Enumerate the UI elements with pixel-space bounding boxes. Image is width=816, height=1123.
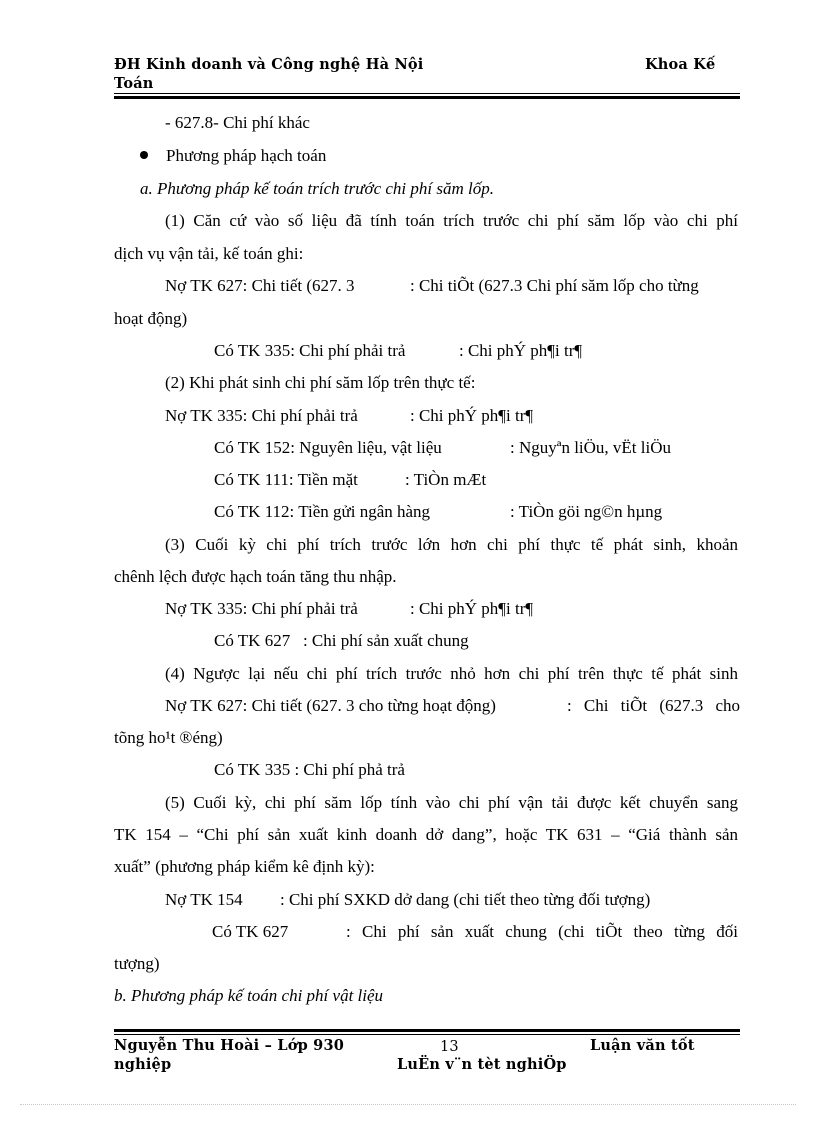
text-line: TK 154 – “Chi phí sản xuất kinh doanh dở dang”, hoặc TK 631 – “Giá thành sản (114, 825, 738, 844)
text-line: dịch vụ vận tải, kế toán ghi: (114, 244, 304, 263)
header-faculty: Khoa Kế (645, 56, 716, 73)
text-line: xuất” (phương pháp kiểm kê định kỳ): (114, 857, 375, 876)
header-school: ĐH Kinh doanh và Công nghệ Hà Nội (114, 56, 424, 73)
text-line: Có TK 335 : Chi phí phả trả (214, 760, 405, 779)
bullet-icon (140, 151, 148, 159)
entry-line: Có TK 627 : Chi phí sản xuất chung (chi tiÕt theo từng đối (212, 922, 738, 941)
text-line: tượng) (114, 954, 160, 973)
text-line: - 627.8- Chi phí khác (165, 113, 310, 132)
header-rule-thin (114, 93, 740, 94)
text-line: Có TK 627 : Chi phí sản xuất chung (214, 631, 469, 650)
header-faculty-cont: Toán (114, 75, 154, 92)
text-line: (4) Ngược lại nếu chi phí trích trước nhỏ hơn chi phí trên thực tế phát sinh (165, 664, 738, 683)
entry-line: Có TK 152: Nguyên liệu, vật liệu : Nguyªn liÖu, vËt liÖu (214, 438, 671, 457)
text-line: chênh lệch được hạch toán tăng thu nhập. (114, 567, 397, 586)
text-line: (5) Cuối kỳ, chi phí săm lốp tính vào chi phí vận tải được kết chuyển sang (165, 793, 738, 812)
footer-author: Nguyễn Thu Hoài – Lớp 930 (114, 1037, 345, 1054)
bullet-item: Phương pháp hạch toán (140, 146, 326, 166)
entry-line: Nợ TK 627: Chi tiết (627. 3 : Chi tiÕt (627.3 Chi phí săm lốp cho từng (165, 276, 699, 295)
text-line: (1) Căn cứ vào số liệu đã tính toán trích trước chi phí săm lốp vào chi phí (165, 211, 738, 230)
entry-line: Nợ TK 335: Chi phí phải trả : Chi phÝ ph¶i tr¶ (165, 599, 534, 618)
entry-line: Có TK 111: Tiền mặt : TiÒn mÆt (214, 470, 487, 489)
header-rule-thick (114, 96, 740, 99)
footer-rule-thin (114, 1034, 740, 1035)
text-line: tõng ho¹t ®éng) (114, 728, 223, 747)
page-edge-dotted (20, 1104, 796, 1105)
text-line: (2) Khi phát sinh chi phí săm lốp trên thực tế: (165, 373, 476, 392)
footer-thesis-label-cont: nghiệp (114, 1056, 172, 1073)
footer-thesis-label-legacy: LuËn v¨n tèt nghiÖp (397, 1056, 567, 1073)
page-number: 13 (440, 1039, 459, 1055)
section-heading-b: b. Phương pháp kế toán chi phí vật liệu (114, 986, 384, 1005)
footer-rule-thick (114, 1029, 740, 1032)
entry-line: Nợ TK 154 : Chi phí SXKD dở dang (chi tiết theo từng đối tượng) (165, 890, 651, 909)
entry-line: Nợ TK 627: Chi tiết (627. 3 cho từng hoạt động) : Chi tiÕt (627.3 cho (165, 696, 740, 715)
entry-line: Có TK 112: Tiền gửi ngân hàng : TiÒn göi ng©n hµng (214, 502, 663, 521)
section-heading-a: a. Phương pháp kế toán trích trước chi phí săm lốp. (140, 179, 494, 198)
entry-line: Nợ TK 335: Chi phí phải trả : Chi phÝ ph¶i tr¶ (165, 406, 534, 425)
footer-thesis-label: Luận văn tốt (590, 1037, 695, 1054)
entry-line: Có TK 335: Chi phí phải trả : Chi phÝ ph¶i tr¶ (214, 341, 583, 360)
text-line: hoạt động) (114, 309, 188, 328)
text-line: (3) Cuối kỳ chi phí trích trước lớn hơn chi phí thực tế phát sinh, khoản (165, 535, 738, 554)
